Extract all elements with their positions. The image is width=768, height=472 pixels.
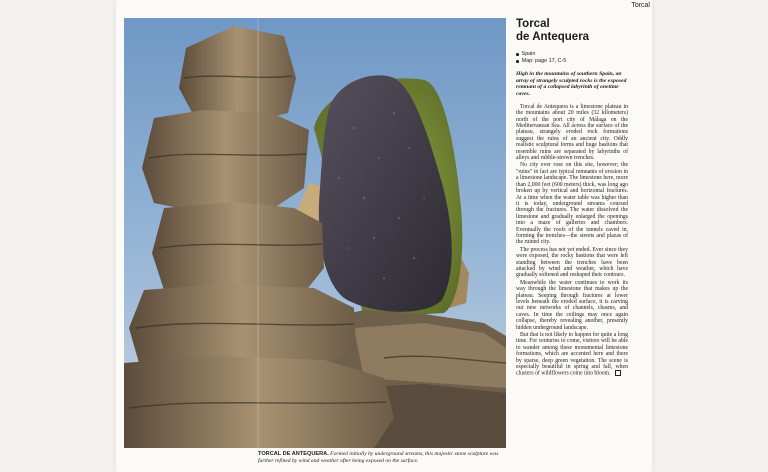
article-column [516,18,628,378]
bullet-icon [516,53,519,56]
bullet-icon [516,60,519,63]
title-line-2: de Antequera [516,31,590,43]
end-square-icon [615,370,621,376]
caption-text: Formed initially by underground streams, this majestic stone sculpture was further refined by wind and weather after being exposed on the surface. [258,451,499,464]
meta-map [516,58,628,65]
meta-country [516,51,628,58]
paragraph: The process has not yet ended. Ever since they were exposed, the rocky bastions that were left standing between the trenches have been attacked by wind and weather, which have gradually softened and reshaped their contours. [516,246,628,279]
title-line-1: Torcal [516,18,550,30]
rock-photo-illustration [124,18,506,448]
paragraph: Meanwhile the water continues to work its way through the limestone that makes up the plateau. Seeping through fractures at lower levels beneath the eroded surface, it is carving out new networks of channels, chasms, and caves. In time the ceilings may once again collapse, thereby revealing another, presently hidden underground landscape. [516,279,628,331]
running-head: Torcal [631,2,650,9]
meta-country-text: Spain [521,51,536,57]
paragraph: Torcal de Antequera is a limestone plateau in the mountains about 20 miles (32 kilometers) north of the port city of Málaga on the Mediterranean Sea. All across the surface of the plateau, strangely eroded rock formations suggest the ruins of an ancient city. Oddly realistic sculptural forms and huge bastions that resemble ruins are separated by labyrinths of alleys and rubble-strewn trenches. [516,103,628,162]
paragraph-last [516,332,628,377]
paragraph: No city ever rose on this site, however; the "ruins" in fact are typical remnants of erosion in a limestone landscape. The limestone here, more than 2,000 feet (600 meters) thick, was long ago broken up by vertical and horizontal fractures. At a time when the water table was higher than it is today, underground streams coursed through the fractures. The water dissolved the limestone and gradually enlarged the openings into a maze of galleries and chambers. Eventually the roofs of the tunnels caved in, forming the trenches—the streets and plazas of the ruined city. [516,162,628,246]
caption-label: TORCAL DE ANTEQUERA. [258,451,329,457]
meta-map-text: Map: page 17, C-5 [521,58,567,64]
photo-caption [258,451,508,465]
rock-stack-base [124,356,394,448]
rock-stack-upper [142,110,309,213]
article-meta [516,51,628,65]
article-intro: High in the mountains of southern Spain, an array of strangely sculpted rocks is the exposed remnant of a collapsed labyrinth of onetime caves. [516,71,627,98]
paragraph-last-text: But that is not likely to happen for quite a long time. For centuries to come, visitors will be able to wander among these monumental limestone formations, which are accented here and there by sparse, deep green vegetation. The scene is especially beautiful in spring and fall, when clusters of wildflowers come into bloom. [516,332,628,377]
article-title [516,18,628,44]
article-body [516,104,628,377]
photo-torcal [124,18,506,448]
